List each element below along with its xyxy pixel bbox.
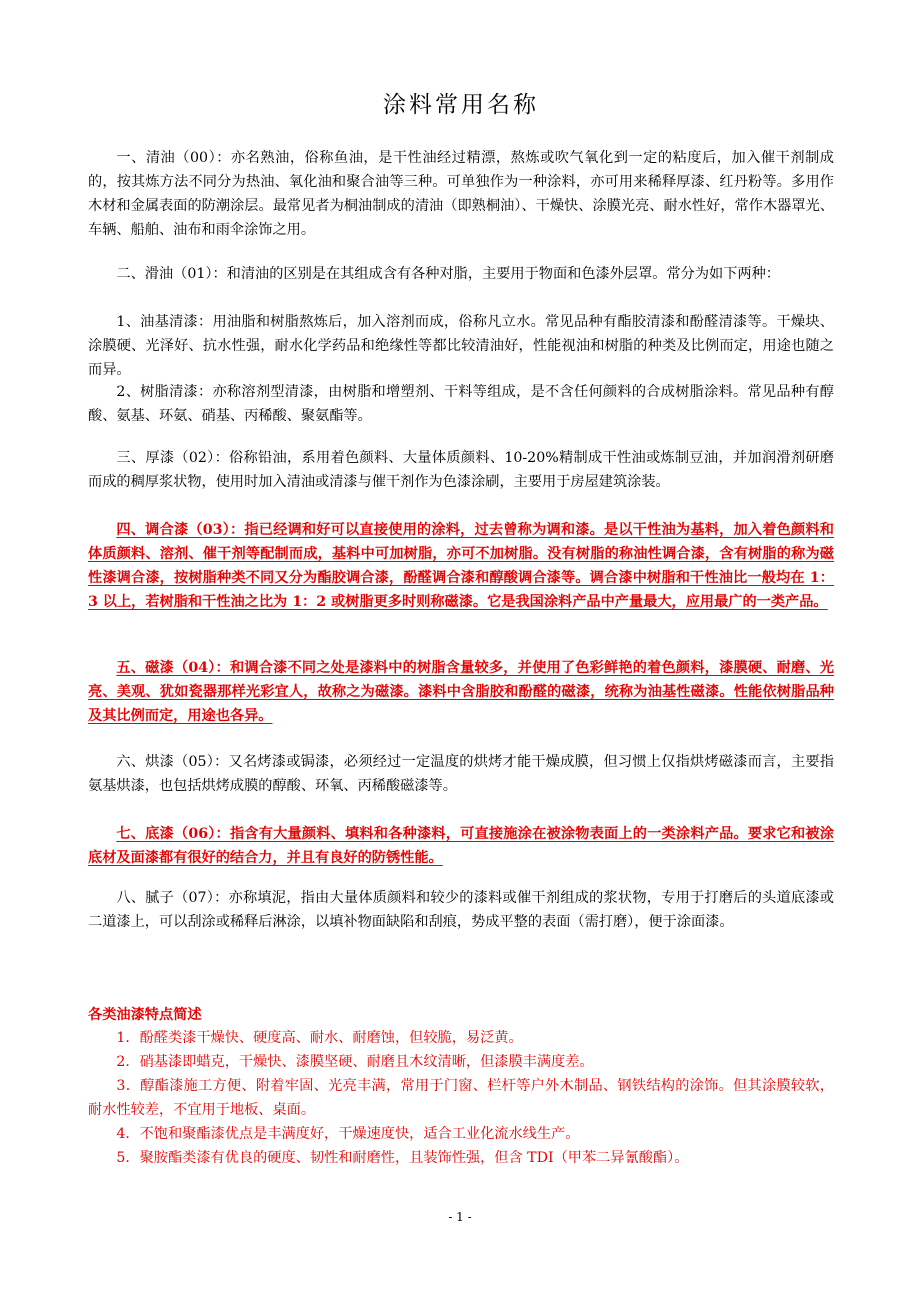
paragraph-diqi: 七、底漆（06）：指含有大量颜料、填料和各种漆料，可直接施涂在被涂物表面上的一类涂料产品。要求它和被涂底材及面漆都有很好的结合力，并且有良好的防锈性能。: [88, 826, 834, 866]
paragraph-qingyou: 一、清油（00）：亦名熟油，俗称鱼油，是干性油经过精漂，熬炼或吹气氧化到一定的粘度后，加入催干剂制成的，按其炼方法不同分为热油、氧化油和聚合油等三种。可单独作为一种涂料，亦可用来稀释厚漆、红丹粉等。多用作木材和金属表面的防潮涂层。最常见者为桐油制成的清油（即熟桐油）、干燥快、涂膜光亮、耐水性好，常作木器罩光、车辆、船舶、油布和雨伞涂饰之用。: [88, 150, 834, 238]
paragraph-houqi: 三、厚漆（02）：俗称铅油，系用着色颜料、大量体质颜料、10-20%精制成干性油或炼制豆油，并加润滑剂研磨而成的稠厚浆状物，使用时加入清油或清漆与催干剂作为色漆涂刷，主要用于房屋建筑涂装。: [88, 450, 834, 490]
paragraph-huayou: 二、滑油（01）：和清油的区别是在其组成含有各种对脂，主要用于物面和色漆外层罩。常分为如下两种：: [116, 266, 780, 282]
paragraph-hongqi: 六、烘漆（05）：又名烤漆或锔漆，必须经过一定温度的烘烤才能干燥成膜，但习惯上仅指烘烤磁漆而言，主要指氨基烘漆，也包括烘烤成膜的醇酸、环氧、丙稀酸磁漆等。: [88, 754, 834, 794]
list-item: 4．不饱和聚酯漆优点是丰满度好，干燥速度快，适合工业化流水线生产。: [116, 1126, 580, 1142]
list-item: 2．硝基漆即蜡克，干燥快、漆膜坚硬、耐磨且木纹清晰，但漆膜丰满度差。: [116, 1054, 594, 1070]
paragraph-huayou-1: 1、油基清漆：用油脂和树脂熬炼后，加入溶剂而成，俗称凡立水。常见品种有酯胶清漆和酚醛清漆等。干燥块、涂膜硬、光泽好、抗水性强，耐水化学药品和绝缘性等都比较清油好，性能视油和树脂的种类及比例而定，用途也随之而异。: [88, 314, 834, 378]
paragraph-nizi: 八、腻子（07）：亦称填泥，指由大量体质颜料和较少的漆料或催干剂组成的浆状物，专用于打磨后的头道底漆或二道漆上，可以刮涂或稀释后淋涂，以填补物面缺陷和刮痕，势成平整的表面（需打磨），便于涂面漆。: [88, 890, 834, 930]
paragraph-tiaoheqi: 四、调合漆（03）：指已经调和好可以直接使用的涂料，过去曾称为调和漆。是以干性油为基料，加入着色颜料和体质颜料、溶剂、催干剂等配制而成，基料中可加树脂，亦可不加树脂。没有树脂的称油性调合漆，含有树脂的称为磁性漆调合漆，按树脂种类不同又分为酯胶调合漆，酚醛调合漆和醇酸调合漆等。调合漆中树脂和干性油比一般均在 1：3 以上，若树脂和干性油之比为 1：2 或树脂更多时则称磁漆。它是我国涂料产品中产量最大，应用最广的一类产品。: [88, 522, 834, 610]
list-item: 5．聚胺酯类漆有优良的硬度、韧性和耐磨性，且装饰性强，但含 TDI（甲苯二异氰酸酯）。: [116, 1150, 689, 1166]
page-title: 涂料常用名称: [383, 92, 539, 118]
list-item: 1．酚醛类漆干燥快、硬度高、耐水、耐磨蚀，但较脆，易泛黄。: [116, 1030, 523, 1046]
section-heading: 各类油漆特点简述: [88, 1007, 202, 1023]
paragraph-ciqi: 五、磁漆（04）：和调合漆不同之处是漆料中的树脂含量较多，并使用了色彩鲜艳的着色颜料，漆膜硬、耐磨、光亮、美观、犹如瓷器那样光彩宜人，故称之为磁漆。漆料中含脂胶和酚醛的磁漆，统称为油基性磁漆。性能依树脂品种及其比例而定，用途也各异。: [88, 660, 834, 724]
paragraph-huayou-2: 2、树脂清漆：亦称溶剂型清漆，由树脂和增塑剂、干料等组成，是不含任何颜料的合成树脂涂料。常见品种有醇酸、氨基、环氨、硝基、丙稀酸、聚氨酯等。: [88, 384, 834, 424]
page-number: - 1 -: [448, 1210, 472, 1224]
list-item: 3．醇酯漆施工方便、附着牢固、光亮丰满，常用于门窗、栏杆等户外木制品、钢铁结构的涂饰。但其涂膜较软，耐水性较差，不宜用于地板、桌面。: [88, 1078, 834, 1118]
